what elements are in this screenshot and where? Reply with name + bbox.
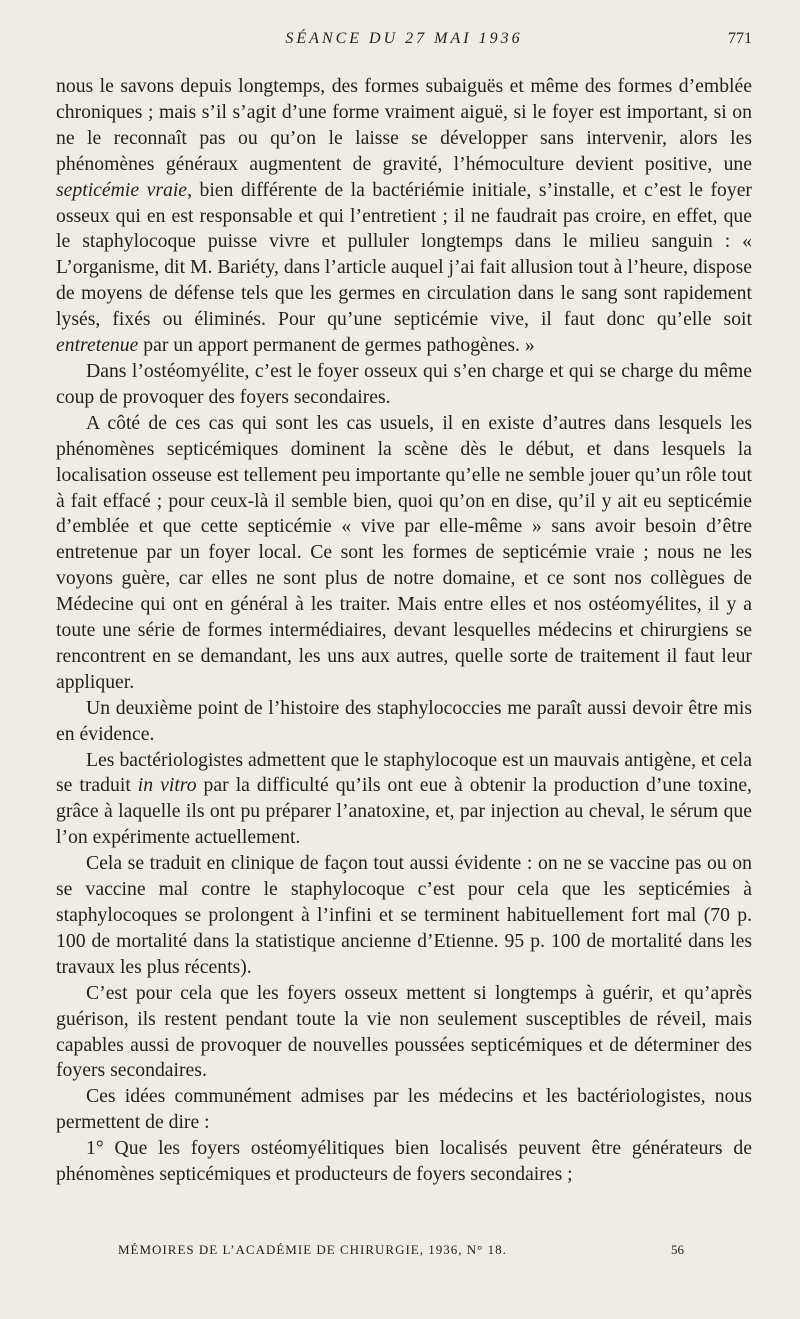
page-footer xyxy=(118,1242,684,1264)
paragraph xyxy=(56,1136,752,1188)
text-run: nous le savons depuis longtemps, des formes subaiguës et même des formes d’emblée chroniques ; mais s’il s’agit d’une forme vraiment aiguë, si le foyer est important, si on ne le reconnaît pas ou qu’on le laisse se développer sans intervenir, alors les phénomènes généraux augmentent de gravité, l’hémoculture devient positive, une xyxy=(56,75,752,175)
paragraph xyxy=(56,981,752,1085)
italic-text: entretenue xyxy=(56,334,139,357)
paragraph xyxy=(56,696,752,748)
text-run: A côté de ces cas qui sont les cas usuels, il en existe d’autres dans lesquels les phénomènes septicémiques dominent la scène dès le début, et dans lesquels la localisation osseuse est tellement peu importante qu’elle ne semble jouer qu’un rôle tout à fait effacé ; pour ceux-là il semble bien, quoi qu’on en dise, qu’il y ait eu septicémie d’emblée et que cette septicémie « vive par elle-même » sans avoir besoin d’être entretenue par un foyer local. Ce sont les formes de septicémie vraie ; nous ne les voyons guère, car elles ne sont plus de notre domaine, et ce sont nos collègues de Médecine qui ont en général à les traiter. Mais entre elles et nos ostéomyélites, il y a toute une série de formes intermédiaires, devant lesquelles médecins et chirurgiens se rencontrent en se demandant, les uns aux autres, quelle sorte de traitement il faut leur appliquer. xyxy=(56,411,752,693)
body-text xyxy=(56,74,752,1188)
paragraph xyxy=(56,851,752,981)
paragraph xyxy=(56,1084,752,1136)
text-run: Un deuxième point de l’histoire des staphylococcies me paraît aussi devoir être mis en évidence. xyxy=(56,696,752,745)
text-run: par la difficulté qu’ils ont eue à obtenir la production d’une toxine, grâce à laquelle ils ont pu préparer l’anatoxine, et, par injection au cheval, le sérum que l’on expérimente actuellement. xyxy=(56,774,752,849)
italic-text: septicémie vraie xyxy=(56,178,188,201)
footer-journal: MÉMOIRES DE L’ACADÉMIE DE CHIRURGIE, 1936, N° 18. xyxy=(118,1242,507,1257)
text-run: par un apport permanent de germes pathogènes. » xyxy=(138,334,535,357)
text-run: C’est pour cela que les foyers osseux mettent si longtemps à guérir, et qu’après guérison, ils restent pendant toute la vie non seulement susceptibles de réveil, mais capables aussi de provoquer de nouvelles poussées septicémiques et de déterminer des foyers secondaires. xyxy=(56,981,752,1082)
text-run: , bien différente de la bactériémie initiale, s’installe, et c’est le foyer osseux qui en est responsable et qui l’entretient ; il ne faudrait pas croire, en effet, que le staphylocoque puisse vivre et pulluler longtemps dans le milieu sanguin : « L’organisme, dit M. Bariéty, dans l’article auquel j’ai fait allusion tout à l’heure, dispose de moyens de défense tels que les germes en circulation dans le sang sont rapidement lysés, fixés ou éliminés. Pour qu’une septicémie vive, il faut donc qu’elle soit xyxy=(56,178,752,331)
paragraph xyxy=(56,748,752,852)
italic-text: in vitro xyxy=(137,774,197,797)
text-run: 1° Que les foyers ostéomyélitiques bien localisés peuvent être générateurs de phénomènes septicémiques et producteurs de foyers secondaires ; xyxy=(56,1137,752,1186)
text-run: Ces idées communément admises par les médecins et les bactériologistes, nous permettent de dire : xyxy=(56,1085,752,1134)
running-title: SÉANCE DU 27 MAI 1936 xyxy=(285,30,523,47)
page-number: 771 xyxy=(728,30,752,47)
footer-signature: 56 xyxy=(671,1242,684,1257)
text-run: Dans l’ostéomyélite, c’est le foyer osseux qui s’en charge et qui se charge du même coup de provoquer des foyers secondaires. xyxy=(56,359,752,408)
paragraph xyxy=(56,74,752,359)
text-run: Cela se traduit en clinique de façon tout aussi évidente : on ne se vaccine pas ou on se vaccine mal contre le staphylocoque c’est pour cela que les septicémies à staphylocoques se prolongent à l’infini et se terminent habituellement fort mal (70 p. 100 de mortalité dans la statistique ancienne d’Etienne. 95 p. 100 de mortalité dans les travaux les plus récents). xyxy=(56,852,752,978)
paragraph xyxy=(56,359,752,411)
paragraph xyxy=(56,411,752,696)
text-run: Les bactériologistes admettent que le staphylocoque est un mauvais antigène, et cela se traduit xyxy=(56,748,752,797)
running-header xyxy=(56,30,752,54)
